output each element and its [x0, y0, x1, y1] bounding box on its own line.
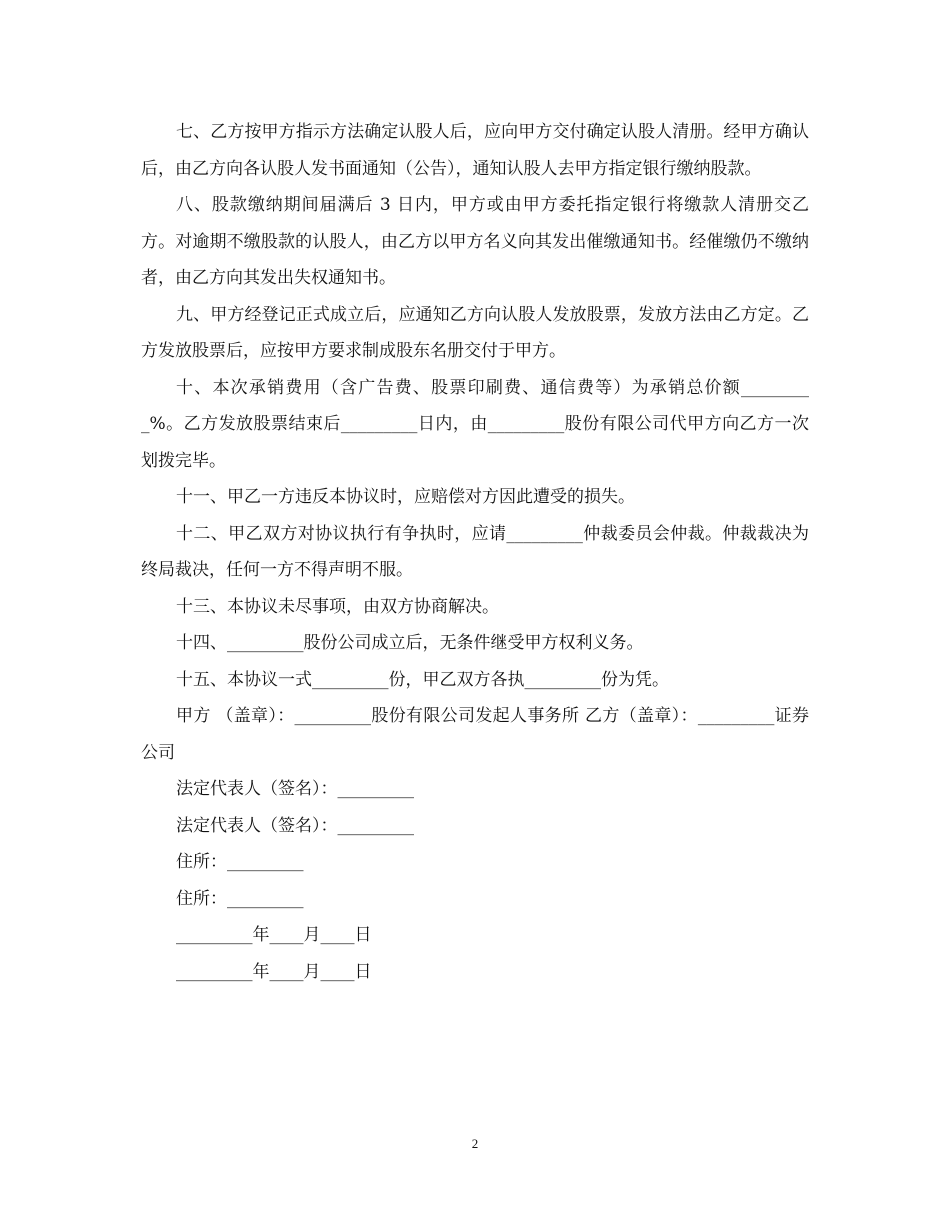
date-party-a: _________年____月____日 [176, 925, 372, 945]
address-party-b: 住所：_________ [176, 888, 304, 909]
date-party-b: _________年____月____日 [176, 961, 372, 982]
clause-13: 十三、本协议未尽事项，由双方协商解决。 [176, 596, 499, 617]
clause-9: 九、甲方经登记正式成立后，应通知乙方向认股人发放股票，发放方法由乙方定。乙方发放股票后，应按甲方要求制成股东名册交付于甲方。 [141, 304, 809, 361]
clause-7: 七、乙方按甲方指示方法确定认股人后，应向甲方交付确定认股人清册。经甲方确认后，由乙方向各认股人发书面通知（公告），通知认股人去甲方指定银行缴纳股款。 [141, 122, 809, 179]
document-body [141, 114, 809, 990]
clause-11: 十一、甲乙一方违反本协议时，应赔偿对方因此遭受的损失。 [176, 487, 635, 507]
party-seal-line: 甲方 （盖章）：_________股份有限公司发起人事务所 乙方（盖章）：_________证券公司 [141, 706, 809, 763]
legal-representative-signature-party-a: 法定代表人（签名）：_________ [176, 779, 414, 799]
clause-12: 十二、甲乙双方对协议执行有争执时，应请_________仲裁委员会仲裁。仲裁裁决为终局裁决，任何一方不得声明不服。 [141, 523, 809, 580]
page-number: 2 [471, 1136, 479, 1151]
clause-15: 十五、本协议一式_________份，甲乙双方各执_________份为凭。 [176, 669, 669, 690]
legal-representative-signature-party-b: 法定代表人（签名）：_________ [176, 815, 414, 836]
address-party-a: 住所：_________ [176, 852, 304, 872]
clause-8: 八、股款缴纳期间届满后 3 日内，甲方或由甲方委托指定银行将缴款人清册交乙方。对逾期不缴股款的认股人，由乙方以甲方名义向其发出催缴通知书。经催缴仍不缴纳者，由乙方向其发出失权通知书。 [141, 195, 809, 288]
clause-10: 十、本次承销费用（含广告费、股票印刷费、通信费等）为承销总价额_________%。乙方发放股票结束后_________日内，由_________股份有限公司代甲方向乙方一次划拨完毕。 [141, 377, 809, 471]
clause-14: 十四、_________股份公司成立后，无条件继受甲方权利义务。 [176, 633, 644, 653]
